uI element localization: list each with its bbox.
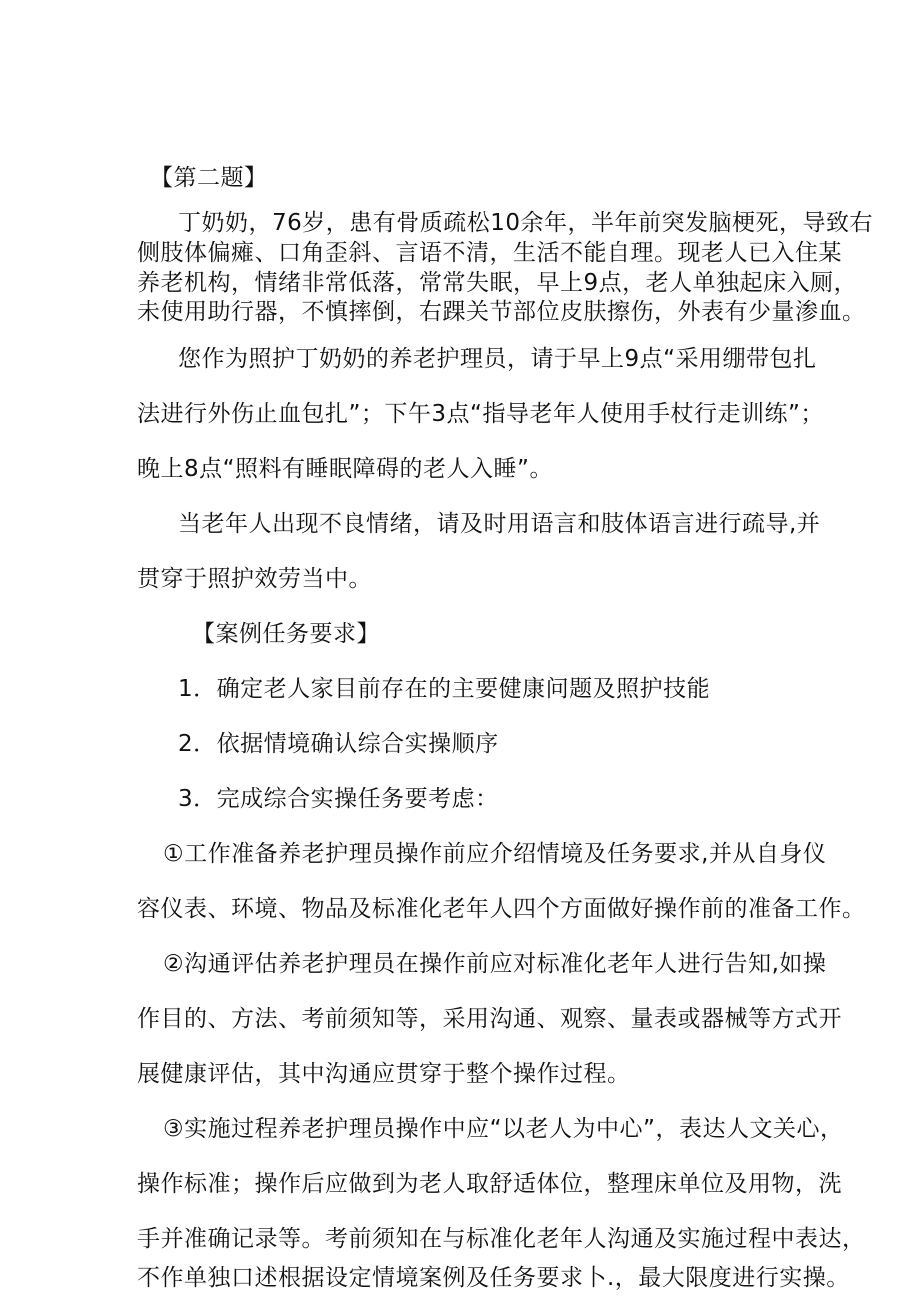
item2-line-1: ②沟通评估养老护理员在操作前应对标准化老年人进行告知,如操 [163, 951, 827, 977]
case-line-2: 侧肢体偏瘫、口角歪斜、言语不清，生活不能自理。现老人已入住某 [137, 240, 842, 266]
item3-line-3: 手并准确记录等。考前须知在与标准化老年人沟通及实施过程中表达， [137, 1226, 866, 1252]
item3-line-1: ③实施过程养老护理员操作中应“以老人为中心”，表达人文关心， [163, 1116, 844, 1142]
task-line-1: 您作为照护丁奶奶的养老护理员，请于早上9点“采用绷带包扎 [178, 346, 817, 372]
requirement-1: 1．确定老人家目前存在的主要健康问题及照护技能 [178, 676, 711, 702]
item2-line-2: 作目的、方法、考前须知等，采用沟通、观察、量表或器械等方式开 [137, 1006, 842, 1032]
item3-line-4: 不作单独口述根据设定情境案例及任务要求卜.，最大限度进行实操。 [137, 1265, 850, 1291]
emotion-line-1: 当老年人出现不良情绪，请及时用语言和肢体语言进行疏导,并 [178, 511, 821, 537]
case-line-3: 养老机构，情绪非常低落，常常失眠，早上9点，老人单独起床入厕， [137, 270, 858, 296]
section-heading: 【第二题】 [150, 165, 268, 191]
task-line-3: 晚上8点“照料有睡眠障碍的老人入睡”。 [137, 456, 553, 482]
case-line-1: 丁奶奶，76岁，患有骨质疏松10余年，半年前突发脑梗死，导致右 [178, 210, 874, 236]
item2-line-3: 展健康评估，其中沟通应贯穿于整个操作过程。 [137, 1061, 631, 1087]
emotion-line-2: 贯穿于照护效劳当中。 [137, 566, 372, 592]
item3-line-2: 操作标准；操作后应做到为老人取舒适体位，整理床单位及用物，洗 [137, 1171, 842, 1197]
item1-line-1: ①工作准备养老护理员操作前应介绍情境及任务要求,并从自身仪 [163, 841, 827, 867]
task-line-2: 法进行外伤止血包扎”；下午3点“指导老年人使用手杖行走训练”； [137, 401, 824, 427]
requirement-3: 3．完成综合实操任务要考虑： [178, 786, 499, 812]
requirements-heading: 【案例任务要求】 [192, 621, 380, 647]
requirement-2: 2．依据情境确认综合实操顺序 [178, 731, 499, 757]
item1-line-2: 容仪表、环境、物品及标准化老年人四个方面做好操作前的准备工作。 [137, 896, 866, 922]
case-line-4: 未使用助行器，不慎摔倒，右踝关节部位皮肤擦伤，外表有少量渗血。 [137, 299, 866, 325]
